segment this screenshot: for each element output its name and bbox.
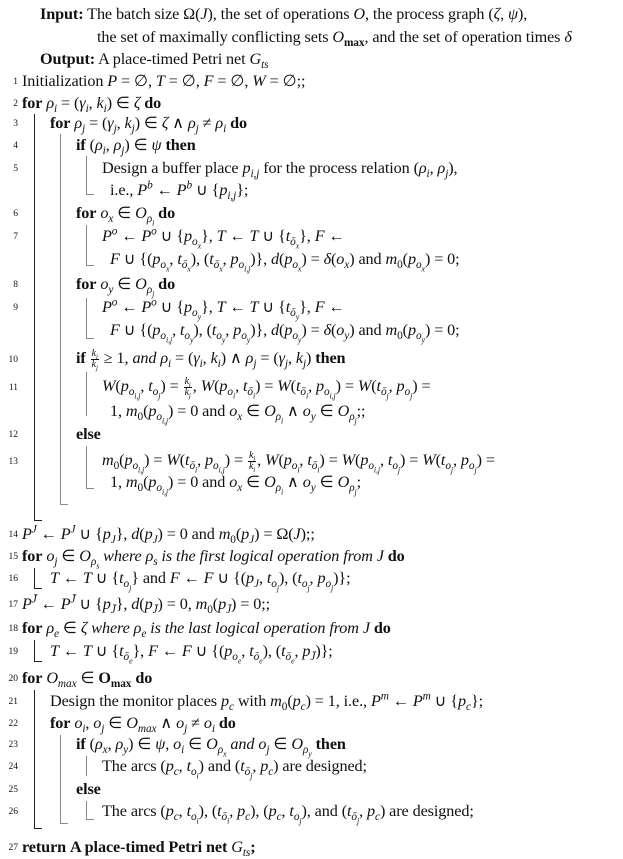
line-number: 24 [8, 762, 18, 772]
line-11: $W(p_{o_{i,j}}$, $t_{o_j}$) = $\frac{k_i}{k_j}$ , $W(p_{o_i}$, $t_{ō_i}) = W(t_{ō_i}$, $p_{o_{i,j}}) = W(t_{ō_j}$, $p_{o_j}$) = [102, 375, 431, 401]
line-number: 21 [8, 697, 18, 707]
line-2: for $\rho_i = (\gamma_i$, $k_i$) ∈ ζ do [22, 94, 162, 116]
line-18: for $\rho_e$ ∈ ζ where $\rho_e$ is the last logical operation from J do [22, 619, 391, 641]
block-bar-level-2 [60, 134, 61, 504]
fraction: $\frac{k_i}{k_j}$ [184, 375, 191, 400]
line-3: for $\rho_j = (\gamma_j$, $k_j$) ∈ ζ ∧ $\rho_j \ne \rho_i$ do [50, 114, 247, 136]
block-bar-level-3 [86, 801, 87, 819]
line-7-continuation: F ∪ {($p_{o_x}$, $t_{ō_x}$), ($t_{ō_x}$, $p_{o_{i,j}}$)}, $d(p_{o_x}) = \delta(o_x)$ and $m_0(p_{o_x}) = 0$; [110, 250, 460, 274]
line-1: Initialization P = ∅, T = ∅, F = ∅, W = ∅;; [22, 72, 306, 90]
line-25: else [76, 780, 101, 798]
line-number: 1 [13, 77, 18, 87]
input-line-1: Input: The batch size Ω(J), the set of operations O, the process graph (ζ, ψ), [40, 5, 528, 23]
line-number: 17 [8, 600, 18, 610]
block-foot-level-1 [34, 588, 42, 589]
input-line-2: the set of maximally conflicting sets $O_{max}$, and the set of operation times δ [97, 28, 572, 50]
block-foot-level-1 [34, 661, 42, 662]
line-number: 16 [8, 574, 18, 584]
line-number: 22 [8, 719, 18, 729]
output-label: Output: [40, 50, 96, 68]
block-foot-level-3 [86, 265, 94, 266]
line-27: return A place-timed Petri net $G_{ts}$; [22, 838, 256, 859]
line-number: 4 [13, 141, 18, 151]
line-number: 8 [13, 280, 18, 290]
line-12: else [76, 425, 101, 443]
line-number: 13 [8, 457, 18, 467]
line-number: 27 [8, 843, 18, 853]
line-5-continuation: i.e., $P^b$ ← $P^b$ ∪ $\{p_{i,j}\}$; [110, 179, 249, 203]
line-number: 15 [8, 552, 18, 562]
fraction: $\frac{k_j}{k_i}$ [248, 449, 256, 474]
fraction: $\frac{k_i}{k_j}$ [91, 347, 98, 372]
block-foot-level-2 [60, 823, 68, 824]
block-bar-level-3 [86, 372, 87, 416]
block-bar-level-1 [34, 568, 35, 588]
line-number: 26 [8, 807, 18, 817]
line-11-continuation: 1, $m_0(p_{o_{i,j}}) = 0$ and $o_x$ ∈ $O_{\rho_i}$ ∧ $o_y$ ∈ $O_{\rho_j}$;; [110, 402, 366, 426]
line-13-continuation: 1, $m_0(p_{o_{i,j}}) = 0$ and $o_x$ ∈ $O_{\rho_i}$ ∧ $o_y$ ∈ $O_{\rho_j}$; [110, 473, 362, 497]
block-bar-level-1 [34, 640, 35, 661]
line-number: 14 [8, 530, 18, 540]
line-14: $P^J$ ← $P^J$ ∪ $\{p_J\}$, $d(p_J) = 0$ and $m_0(p_J) = \Omega(J)$;; [22, 523, 315, 547]
line-15: for $o_j$ ∈ $O_{\rho_s}$ where $\rho_s$ is the first logical operation from J do [22, 547, 405, 571]
line-number: 3 [13, 119, 18, 129]
block-foot-level-3 [86, 194, 94, 195]
block-bar-level-3 [86, 156, 87, 194]
line-7: $P^o$ ← $P^o$ ∪ $\{p_{o_x}\}$, T ← T ∪ $\{t_{ō_x}\}$, F ← [102, 225, 345, 251]
line-number: 25 [8, 785, 18, 795]
block-bar-level-1 [34, 114, 35, 520]
line-number: 6 [13, 209, 18, 219]
block-bar-level-3 [86, 298, 87, 338]
block-bar-level-3 [86, 756, 87, 776]
line-16: T ← T ∪ $\{t_{o_j}\}$ and F ← F ∪ {($p_J$, $t_{o_j}$), ($t_{o_j}$, $p_{o_j}$)}; [50, 569, 351, 593]
line-22: for $o_i$, $o_j$ ∈ $O_{max}$ ∧ $o_j \ne o_i$ do [50, 714, 236, 736]
line-10: if $\frac{k_i}{k_j}$ ≥ 1, and $\rho_i = (\gamma_i$, $k_i$) ∧ $\rho_j = (\gamma_j$, $k_j$) then [76, 347, 346, 372]
line-number: 9 [13, 303, 18, 313]
line-number: 12 [8, 430, 18, 440]
line-number: 7 [13, 232, 18, 242]
line-17: $P^{J̄}$ ← $P^{J̄}$ ∪ $\{p_{J̄}\}$, $d(p_{J̄}) = 0$, $m_0(p_{J̄}) = 0$;; [22, 593, 271, 617]
line-number: 23 [8, 740, 18, 750]
block-bar-level-1 [34, 690, 35, 828]
block-bar-level-3 [86, 446, 87, 488]
line-24: The arcs ($p_c$, $t_{o_i}$) and ($t_{ō_j}$, $p_c$) are designed; [102, 757, 367, 781]
line-26: The arcs ($p_c$, $t_{o_i}$), ($t_{ō_i}$, $p_c$), ($p_c$, $t_{o_j}$), and ($t_{ō_j}$, $p_c$) are designed; [102, 802, 474, 826]
line-19: T ← T ∪ $\{t_{ō_e}\}$, F ← F ∪ {($p_{o_e}$, $t_{ō_e}$), ($t_{ō_e}$, $p_{J̄}$)}; [50, 642, 333, 666]
line-number: 19 [8, 647, 18, 657]
line-20: for $O_{max}$ ∈ $O_{max}$ do [22, 669, 153, 691]
line-number: 2 [13, 99, 18, 109]
input-label: Input: [40, 5, 84, 23]
line-number: 20 [8, 674, 18, 684]
line-number: 11 [8, 383, 18, 393]
line-8: for $o_y$ ∈ $O_{\rho_j}$ do [76, 275, 176, 299]
line-23: if ($\rho_x$, $\rho_y$) ∈ ψ, $o_i$ ∈ $O_{\rho_x}$ and $o_j$ ∈ $O_{\rho_y}$ then [76, 735, 346, 759]
line-5: Design a buffer place $p_{i,j}$ for the process relation ($\rho_i$, $\rho_j$), [102, 159, 458, 181]
block-foot-level-2 [60, 504, 68, 505]
block-foot-level-3 [86, 819, 94, 820]
block-foot-level-1 [34, 520, 42, 521]
line-number: 10 [8, 355, 18, 365]
line-6: for $o_x$ ∈ $O_{\rho_i}$ do [76, 204, 176, 228]
output-line: Output: A place-timed Petri net $G_{ts}$ [40, 50, 269, 72]
block-foot-level-3 [86, 488, 94, 489]
line-number: 18 [8, 624, 18, 634]
line-4: if ($\rho_i$, $\rho_j$) ∈ ψ then [76, 136, 196, 158]
block-bar-level-2 [60, 735, 61, 823]
block-bar-level-3 [86, 225, 87, 265]
line-9: $P^o$ ← $P^o$ ∪ $\{p_{o_y}\}$, T ← T ∪ $\{t_{ō_y}\}$, F ← [102, 296, 345, 322]
line-13: $m_0(p_{o_{i,j}}) = W(t_{ō_i}$, $p_{o_{i,j}}$) = $\frac{k_j}{k_i}$ , $W(p_{o_i}$, $t_{ō_i}) = W(p_{o_{i,j}}$, $t_{o_j}) = W(t_{o_j}$, $p_{o_j}$) = [102, 449, 495, 475]
line-number: 5 [13, 164, 18, 174]
block-foot-level-3 [86, 338, 94, 339]
line-9-continuation: F ∪ {($p_{o_{i,j}}$, $t_{o_y}$), ($t_{o_y}$, $p_{o_y}$)}, $d(p_{o_y}) = \delta(o_y)$ and $m_0(p_{o_y}) = 0$; [110, 321, 460, 345]
block-foot-level-1 [34, 828, 42, 829]
line-21: Design the monitor places $p_c$ with $m_0(p_c) = 1$, i.e., $P^m$ ← $P^m$ ∪ $\{p_c\}$; [50, 690, 484, 714]
